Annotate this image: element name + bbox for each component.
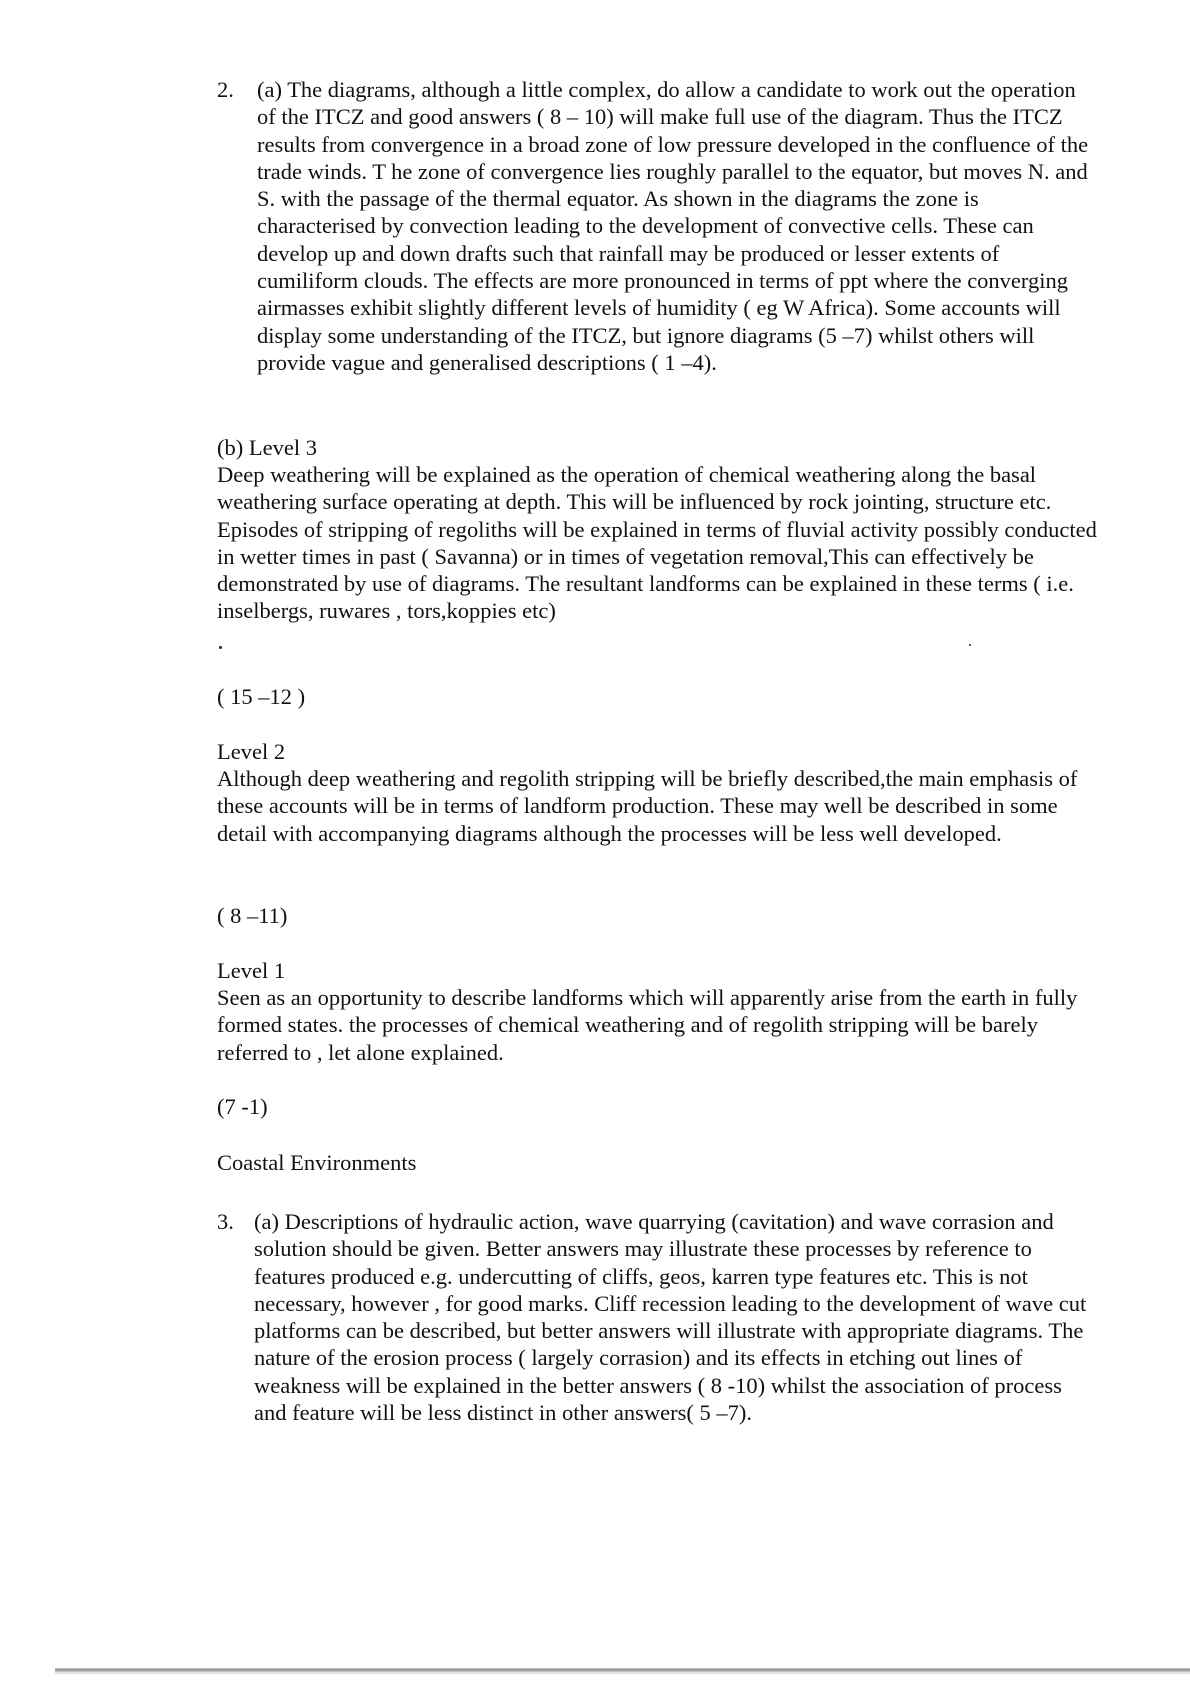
question-number: 3. [217, 1209, 234, 1234]
level-2-marks: ( 8 –11) [217, 903, 288, 928]
level-2-heading: Level 2 [217, 739, 286, 764]
question-2a-text: (a) The diagrams, although a little complex, do allow a candidate to work out the operation of the ITCZ and good answers ( 8 – 10) will make full use of the diagram. Thus the ITCZ results from convergence in a broad zone of low pressure developed in the confluence of the trade winds. T he zone of convergence lies roughly parallel to the equator, but moves N. and S. with the passage of the thermal equator. As shown in the diagrams the zone is characterised by convection leading to the development of convective cells. These can develop up and down drafts such that rainfall may be produced or lesser extents of cumiliform clouds. The effects are more pronounced in terms of ppt where the converging airmasses exhibit slightly different levels of humidity ( eg W Africa). Some accounts will display some understanding of the ITCZ, but ignore diagrams (5 –7) whilst others will provide vague and generalised descriptions ( 1 –4). [257, 77, 1089, 375]
speck [969, 644, 971, 646]
part-b-heading: (b) Level 3 [217, 435, 317, 460]
question-2 [217, 76, 1097, 376]
question-3 [217, 1208, 1097, 1426]
level-3-marks: ( 15 –12 ) [217, 684, 306, 709]
level-1-marks: (7 -1) [217, 1094, 268, 1119]
question-3a-text: (a) Descriptions of hydraulic action, wave quarrying (cavitation) and wave corrasion and solution should be given. Better answers may illustrate these processes by reference to features produced e.g. undercutting of cliffs, geos, karren type features etc. This is not necessary, however , for good marks. Cliff recession leading to the development of wave cut platforms can be described, but better answers will illustrate with appropriate diagrams. The nature of the erosion process ( largely corrasion) and its effects in etching out lines of weakness will be explained in the better answers ( 8 -10) whilst the association of process and feature will be less distinct in other answers( 5 –7). [254, 1209, 1087, 1426]
level-2-text: Although deep weathering and regolith stripping will be briefly described,the main emphasis of these accounts will be in terms of landform production. These may well be described in some detail with accompanying diagrams although the processes will be less well developed. [217, 766, 1078, 846]
speck [219, 646, 222, 649]
question-number: 2. [217, 77, 234, 102]
level-1-heading: Level 1 [217, 958, 286, 983]
level-3-text: Deep weathering will be explained as the operation of chemical weathering along the basal weathering surface operating at depth. This will be influenced by rock jointing, structure etc. Episodes of stripping of regoliths will be explained in terms of fluvial activity possibly conducted in wetter times in past ( Savanna) or in times of vegetation removal,This can effectively be demonstrated by use of diagrams. The resultant landforms can be explained in these terms ( i.e. inselbergs, ruwares , tors,koppies etc) [217, 462, 1097, 624]
section-title: Coastal Environments [217, 1150, 417, 1175]
scan-edge [55, 1672, 1190, 1674]
level-1-text: Seen as an opportunity to describe landforms which will apparently arise from the earth in fully formed states. the processes of chemical weathering and of regolith stripping will be barely referred to , let alone explained. [217, 985, 1078, 1065]
